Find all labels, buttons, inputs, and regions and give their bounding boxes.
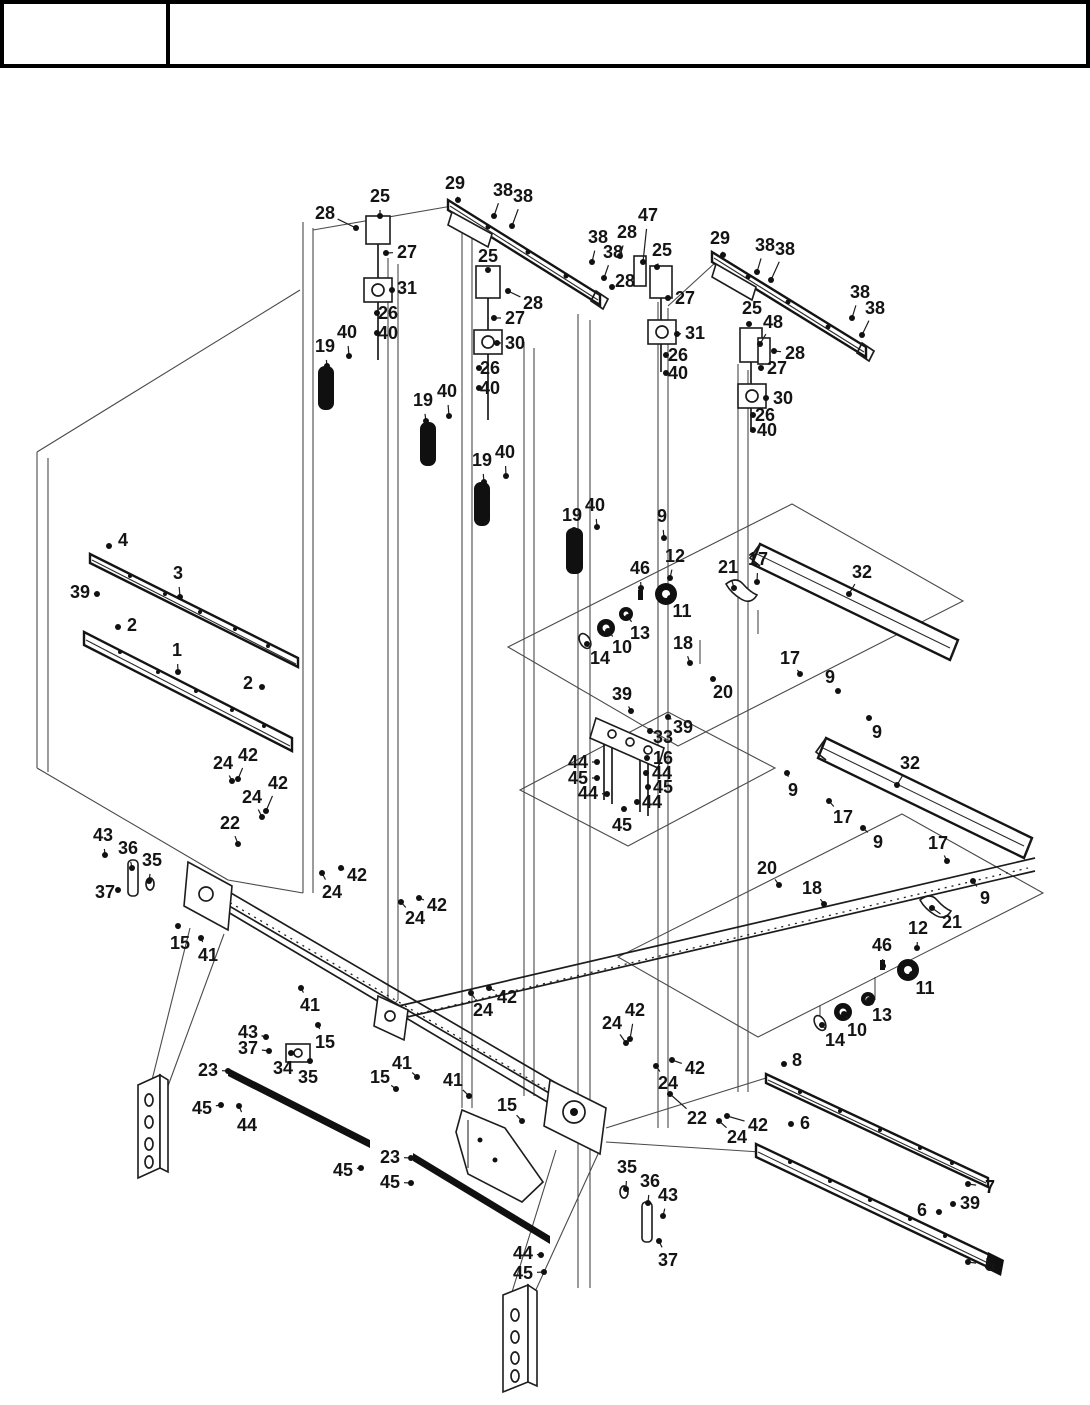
callout-45: 45 [332, 1160, 354, 1180]
callout-9: 9 [979, 888, 991, 908]
callout-40: 40 [479, 378, 501, 398]
callout-28: 28 [522, 293, 544, 313]
callout-9: 9 [656, 506, 668, 526]
callout-18: 18 [672, 633, 694, 653]
callout-40: 40 [436, 381, 458, 401]
callout-26: 26 [754, 405, 776, 425]
callout-27: 27 [766, 358, 788, 378]
callout-24: 24 [241, 787, 263, 807]
fastener-dot [266, 1048, 272, 1054]
fastener-dot [509, 223, 515, 229]
fastener-dot [724, 1113, 730, 1119]
callout-42: 42 [624, 1000, 646, 1020]
callout-24: 24 [726, 1127, 748, 1147]
callout-24: 24 [657, 1073, 679, 1093]
callout-38: 38 [492, 180, 514, 200]
fastener-dot [746, 321, 752, 327]
fastener-dot [758, 365, 764, 371]
callout-36: 36 [117, 838, 139, 858]
callout-39: 39 [611, 684, 633, 704]
fastener-dot [259, 684, 265, 690]
fastener-dot [358, 1165, 364, 1171]
callout-28: 28 [616, 222, 638, 242]
callout-22: 22 [219, 813, 241, 833]
callout-30: 30 [772, 388, 794, 408]
fastener-dot [408, 1180, 414, 1186]
fastener-dot [661, 535, 667, 541]
callout-15: 15 [314, 1032, 336, 1052]
callout-14: 14 [589, 648, 611, 668]
callout-10: 10 [611, 637, 633, 657]
fastener-dot [731, 585, 737, 591]
fastener-dot [324, 363, 330, 369]
callout-18: 18 [801, 878, 823, 898]
callout-37: 37 [657, 1250, 679, 1270]
fastener-dot [623, 1186, 629, 1192]
fastener-dot [259, 814, 265, 820]
callout-38: 38 [754, 235, 776, 255]
callout-26: 26 [667, 345, 689, 365]
callout-25: 25 [651, 240, 673, 260]
left-sill-rails [84, 554, 298, 751]
fastener-dot [860, 825, 866, 831]
fastener-dot [235, 841, 241, 847]
callout-9: 9 [872, 832, 884, 852]
callout-3: 3 [172, 563, 184, 583]
callout-19: 19 [561, 505, 583, 525]
fastener-dot [353, 225, 359, 231]
roof-panels [747, 544, 1032, 858]
callout-14: 14 [824, 1030, 846, 1050]
fastener-dot [589, 259, 595, 265]
callout-2: 2 [242, 673, 254, 693]
fastener-dot [338, 865, 344, 871]
fastener-dot [621, 806, 627, 812]
callout-38: 38 [602, 242, 624, 262]
callout-28: 28 [614, 271, 636, 291]
fastener-dot [929, 905, 935, 911]
callout-16: 16 [652, 748, 674, 768]
callout-40: 40 [667, 363, 689, 383]
callout-42: 42 [267, 773, 289, 793]
callout-32: 32 [899, 753, 921, 773]
callout-26: 26 [479, 358, 501, 378]
callout-17: 17 [927, 833, 949, 853]
callout-4: 4 [117, 530, 129, 550]
fastener-dot [849, 315, 855, 321]
fastener-dot [115, 624, 121, 630]
fastener-dot [781, 1061, 787, 1067]
callout-29: 29 [444, 173, 466, 193]
callout-37: 37 [94, 882, 116, 902]
callout-45: 45 [379, 1172, 401, 1192]
callout-15: 15 [496, 1095, 518, 1115]
callout-24: 24 [472, 1000, 494, 1020]
fastener-dot [263, 808, 269, 814]
fastener-dot [503, 473, 509, 479]
fastener-dot [601, 275, 607, 281]
fastener-dot [674, 331, 680, 337]
callout-19: 19 [314, 336, 336, 356]
callout-45: 45 [567, 768, 589, 788]
callout-44: 44 [577, 783, 599, 803]
callout-45: 45 [191, 1098, 213, 1118]
callout-42: 42 [237, 745, 259, 765]
fastener-dot [835, 688, 841, 694]
fastener-dot [970, 878, 976, 884]
callout-13: 13 [629, 623, 651, 643]
fastener-dot [416, 895, 422, 901]
callout-34: 34 [272, 1058, 294, 1078]
fastener-dot [115, 887, 121, 893]
callout-44: 44 [651, 763, 673, 783]
fastener-dot [519, 1118, 525, 1124]
leader-line [670, 1094, 687, 1109]
callout-9: 9 [787, 780, 799, 800]
fastener-dot [653, 1063, 659, 1069]
callout-24: 24 [321, 882, 343, 902]
callout-27: 27 [504, 308, 526, 328]
callout-43: 43 [92, 825, 114, 845]
fastener-dot [625, 614, 631, 620]
fastener-dot [914, 945, 920, 951]
fastener-dot [754, 579, 760, 585]
fastener-dot [175, 669, 181, 675]
fastener-dot [644, 755, 650, 761]
callout-25: 25 [369, 186, 391, 206]
leader-line [771, 262, 779, 280]
callout-17: 17 [747, 549, 769, 569]
fastener-dot [584, 641, 590, 647]
fastener-dot [393, 1086, 399, 1092]
callout-39: 39 [69, 582, 91, 602]
callout-30: 30 [504, 333, 526, 353]
fastener-dot [604, 791, 610, 797]
beam-brackets [184, 862, 606, 1154]
callout-22: 22 [686, 1108, 708, 1128]
callout-11: 11 [672, 601, 692, 621]
fastener-dot [383, 250, 389, 256]
fastener-dot [315, 1022, 321, 1028]
fastener-dot [665, 295, 671, 301]
callout-31: 31 [396, 278, 418, 298]
callout-48: 48 [762, 312, 784, 332]
callout-26: 26 [377, 303, 399, 323]
callout-45: 45 [611, 815, 633, 835]
fastener-dot [654, 264, 660, 270]
fastener-dot [894, 782, 900, 788]
callout-46: 46 [871, 935, 893, 955]
fastener-dot [936, 1209, 942, 1215]
callout-25: 25 [477, 246, 499, 266]
callout-25: 25 [741, 298, 763, 318]
callout-42: 42 [684, 1058, 706, 1078]
fastener-dot [605, 628, 611, 634]
callout-24: 24 [601, 1013, 623, 1033]
fastener-dot [846, 591, 852, 597]
fastener-dot [757, 341, 763, 347]
callout-9: 9 [871, 722, 883, 742]
fastener-dot [776, 882, 782, 888]
callout-24: 24 [212, 753, 234, 773]
fastener-dot [455, 197, 461, 203]
callout-2: 2 [126, 615, 138, 635]
callout-10: 10 [846, 1020, 868, 1040]
fastener-dot [841, 1011, 847, 1017]
fastener-dot [236, 1103, 242, 1109]
fastener-dot [468, 990, 474, 996]
fastener-dot [750, 427, 756, 433]
callout-15: 15 [169, 933, 191, 953]
callout-12: 12 [907, 918, 929, 938]
callout-27: 27 [396, 242, 418, 262]
fastener-dot [307, 1058, 313, 1064]
fastener-dot [594, 759, 600, 765]
fastener-dot [660, 1213, 666, 1219]
callout-8: 8 [791, 1050, 803, 1070]
fastener-dot [263, 1034, 269, 1040]
fastener-dot [377, 213, 383, 219]
callout-40: 40 [336, 322, 358, 342]
fastener-dot [485, 267, 491, 273]
callout-44: 44 [567, 752, 589, 772]
fastener-dot [716, 1118, 722, 1124]
fastener-dot [771, 348, 777, 354]
callout-15: 15 [369, 1067, 391, 1087]
callout-44: 44 [641, 792, 663, 812]
fastener-dot [909, 971, 915, 977]
fastener-dot [538, 1252, 544, 1258]
callout-5: 5 [984, 1255, 996, 1275]
callout-1: 1 [171, 640, 183, 660]
callout-41: 41 [299, 995, 321, 1015]
callout-17: 17 [832, 807, 854, 827]
callout-46: 46 [629, 558, 651, 578]
fastener-dot [288, 1050, 294, 1056]
callout-42: 42 [747, 1115, 769, 1135]
fastener-dot [446, 413, 452, 419]
fastener-dot [634, 799, 640, 805]
fastener-dot [826, 798, 832, 804]
fastener-dot [423, 418, 429, 424]
callout-38: 38 [864, 298, 886, 318]
fastener-dot [102, 852, 108, 858]
callout-28: 28 [314, 203, 336, 223]
callout-19: 19 [471, 450, 493, 470]
callout-17: 17 [779, 648, 801, 668]
callout-40: 40 [756, 420, 778, 440]
callout-27: 27 [674, 288, 696, 308]
callout-35: 35 [297, 1067, 319, 1087]
callout-21: 21 [941, 912, 963, 932]
bottom-right-rails [756, 1074, 1004, 1276]
fastener-dot [640, 259, 646, 265]
fastener-dot [797, 671, 803, 677]
fastener-dot [177, 594, 183, 600]
callout-35: 35 [141, 850, 163, 870]
callout-41: 41 [391, 1053, 413, 1073]
fastener-dot [319, 870, 325, 876]
fastener-dot [541, 1269, 547, 1275]
fastener-dot [754, 269, 760, 275]
fastener-dot [628, 708, 634, 714]
fastener-dot [645, 784, 651, 790]
fastener-dot [594, 775, 600, 781]
fastener-dot [784, 770, 790, 776]
callout-20: 20 [756, 858, 778, 878]
fastener-dot [768, 277, 774, 283]
callout-23: 23 [197, 1060, 219, 1080]
callout-43: 43 [237, 1022, 259, 1042]
fastener-dot [656, 1238, 662, 1244]
fastener-dot [763, 395, 769, 401]
fastener-dot [466, 1093, 472, 1099]
fastener-dot [965, 1181, 971, 1187]
callout-44: 44 [236, 1115, 258, 1135]
callout-24: 24 [404, 908, 426, 928]
callout-20: 20 [712, 682, 734, 702]
fastener-dot [819, 1022, 825, 1028]
fastener-dot [106, 543, 112, 549]
fastener-dot [481, 479, 487, 485]
callout-11: 11 [915, 978, 935, 998]
callout-31: 31 [684, 323, 706, 343]
callout-6: 6 [799, 1113, 811, 1133]
callout-23: 23 [379, 1147, 401, 1167]
callout-38: 38 [774, 239, 796, 259]
fastener-dot [235, 776, 241, 782]
fastener-dot [346, 353, 352, 359]
fastener-dot [859, 332, 865, 338]
callout-44: 44 [512, 1243, 534, 1263]
callout-42: 42 [346, 865, 368, 885]
callout-12: 12 [664, 546, 686, 566]
callout-28: 28 [784, 343, 806, 363]
callout-6: 6 [916, 1200, 928, 1220]
fastener-dot [298, 985, 304, 991]
callout-41: 41 [442, 1070, 464, 1090]
callout-13: 13 [871, 1005, 893, 1025]
fastener-dot [645, 1200, 651, 1206]
callout-35: 35 [616, 1157, 638, 1177]
fastener-dot [198, 935, 204, 941]
callout-47: 47 [637, 205, 659, 225]
fastener-dot [494, 340, 500, 346]
fastener-dot [950, 1201, 956, 1207]
callout-33: 33 [652, 727, 674, 747]
fastener-dot [687, 660, 693, 666]
callout-39: 39 [672, 717, 694, 737]
fastener-dot [866, 997, 872, 1003]
callout-38: 38 [587, 227, 609, 247]
fastener-dot [129, 865, 135, 871]
fastener-dot [414, 1074, 420, 1080]
fastener-dot [491, 213, 497, 219]
callout-32: 32 [851, 562, 873, 582]
callout-42: 42 [496, 987, 518, 1007]
callout-38: 38 [849, 282, 871, 302]
callout-39: 39 [959, 1193, 981, 1213]
callout-40: 40 [584, 495, 606, 515]
fastener-dot [218, 1102, 224, 1108]
fastener-dot [665, 714, 671, 720]
callout-40: 40 [377, 323, 399, 343]
fastener-dot [571, 527, 577, 533]
callout-36: 36 [639, 1171, 661, 1191]
fastener-dot [594, 524, 600, 530]
callout-45: 45 [512, 1263, 534, 1283]
fastener-dot [944, 858, 950, 864]
fastener-dot [486, 985, 492, 991]
callout-9: 9 [824, 667, 836, 687]
fastener-dot [94, 591, 100, 597]
fastener-dot [146, 878, 152, 884]
fastener-dot [638, 585, 644, 591]
callout-41: 41 [197, 945, 219, 965]
fastener-dot [788, 1121, 794, 1127]
callout-21: 21 [717, 557, 739, 577]
callout-19: 19 [412, 390, 434, 410]
fastener-dot [720, 252, 726, 258]
fastener-dot [669, 1057, 675, 1063]
fastener-dot [225, 1068, 231, 1074]
fastener-dot [398, 899, 404, 905]
callout-43: 43 [657, 1185, 679, 1205]
fastener-dot [866, 715, 872, 721]
fastener-dot [408, 1155, 414, 1161]
fastener-dot [821, 901, 827, 907]
callout-42: 42 [426, 895, 448, 915]
fastener-dot [965, 1259, 971, 1265]
fastener-dot [627, 1036, 633, 1042]
wireframe-lines [37, 206, 1043, 1294]
fastener-dot [505, 288, 511, 294]
callout-45: 45 [652, 777, 674, 797]
callout-37: 37 [237, 1038, 259, 1058]
callout-40: 40 [494, 442, 516, 462]
callout-38: 38 [512, 186, 534, 206]
fastener-dot [389, 287, 395, 293]
callout-7: 7 [984, 1177, 996, 1197]
fastener-dot [880, 963, 886, 969]
fastener-dot [643, 770, 649, 776]
fastener-dot [667, 575, 673, 581]
roller-cluster-upper [577, 580, 757, 650]
fastener-dot [491, 315, 497, 321]
fastener-dot [229, 778, 235, 784]
callout-29: 29 [709, 228, 731, 248]
fastener-dot [175, 923, 181, 929]
